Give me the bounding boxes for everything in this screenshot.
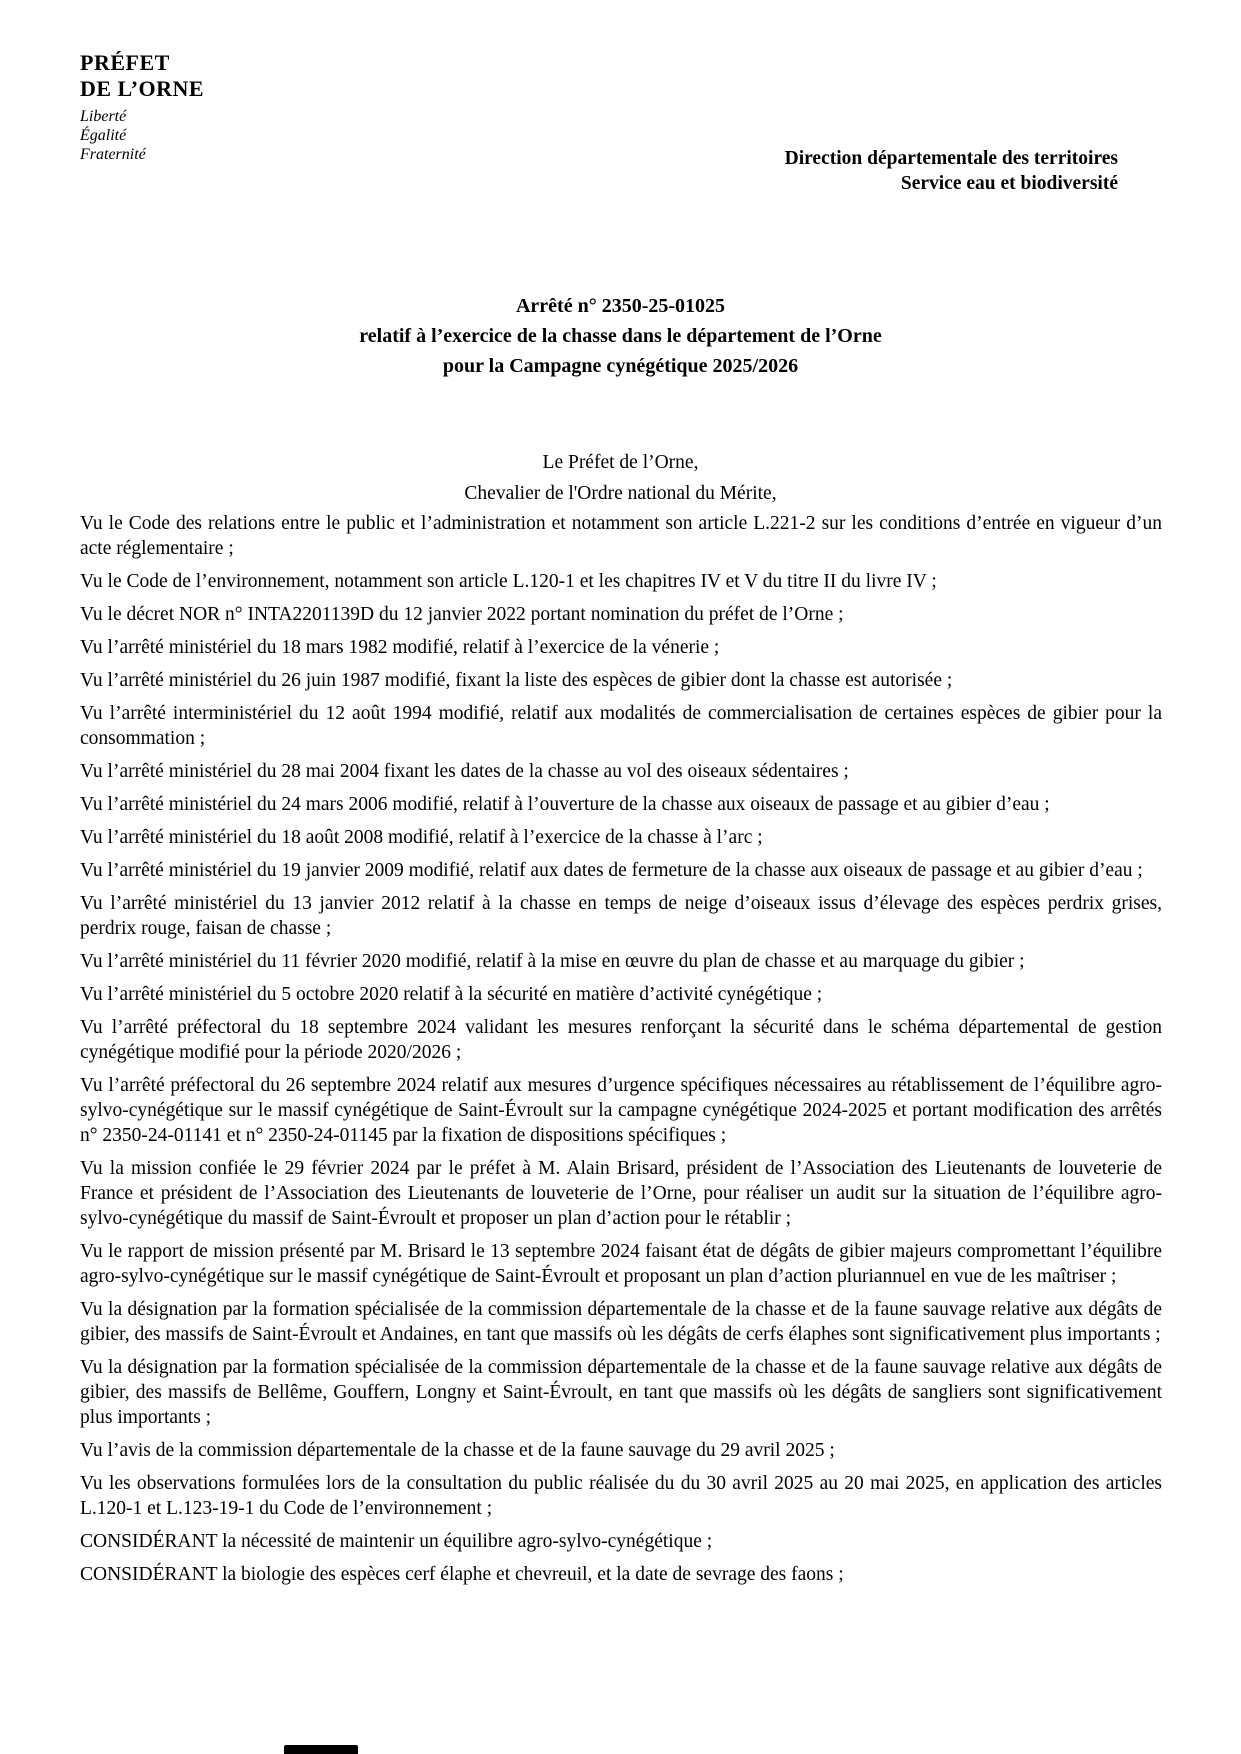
header-block bbox=[80, 50, 204, 164]
title-arrete-number: Arrêté n° 2350-25-01025 bbox=[515, 295, 726, 317]
recital-paragraph: Vu le décret NOR n° INTA2201139D du 12 janvier 2022 portant nomination du préfet de l’Orne ; bbox=[80, 604, 844, 625]
recital-paragraph: Vu l’arrêté ministériel du 24 mars 2006 modifié, relatif à l’ouverture de la chasse aux oiseaux de passage et au gibier d’eau ; bbox=[80, 794, 1050, 815]
recital-paragraph: Vu l’arrêté ministériel du 26 juin 1987 modifié, fixant la liste des espèces de gibier dont la chasse est autorisée ; bbox=[80, 670, 953, 691]
recital-paragraph: Vu la mission confiée le 29 février 2024 par le préfet à M. Alain Brisard, président de l’Association des Lieutenants de louveterie de France et président de l’Association des Lieutenants de louveterie de l’Orne, pour réaliser un audit sur la situation de l’équilibre agro-sylvo-cynégétique du massif de Saint-Évroult et proposer un plan d’action pour le rétablir ; bbox=[80, 1158, 1162, 1229]
recital-paragraph: Vu l’arrêté préfectoral du 18 septembre 2024 validant les mesures renforçant la sécurité dans le schéma départemental de gestion cynégétique modifié pour la période 2020/2026 ; bbox=[80, 1017, 1162, 1063]
recital-paragraph: Vu l’arrêté préfectoral du 26 septembre 2024 relatif aux mesures d’urgence spécifiques nécessaires au rétablissement de l’équilibre agro-sylvo-cynégétique sur le massif cynégétique de Saint-Évroult sur la campagne cynégétique 2024-2025 et portant modification des arrêtés n° 2350-24-01141 et n° 2350-24-01145 par la fixation de dispositions spécifiques ; bbox=[80, 1075, 1162, 1146]
republic-motto bbox=[80, 107, 204, 164]
prefecture-name bbox=[80, 50, 204, 102]
recital-paragraph: Vu l’arrêté ministériel du 5 octobre 2020 relatif à la sécurité en matière d’activité cynégétique ; bbox=[80, 984, 823, 1005]
prefecture-line-1: PRÉFET bbox=[80, 50, 170, 75]
recital-paragraph: Vu l’avis de la commission départementale de la chasse et de la faune sauvage du 29 avril 2025 ; bbox=[80, 1440, 835, 1461]
service-direction: Direction départementale des territoires bbox=[784, 148, 1118, 169]
recital-paragraph: Vu les observations formulées lors de la consultation du public réalisée du du 30 avril 2025 au 20 mai 2025, en application des articles L.120-1 et L.123-19-1 du Code de l’environnement ; bbox=[80, 1473, 1162, 1519]
title-campaign: pour la Campagne cynégétique 2025/2026 bbox=[442, 355, 799, 377]
recital-paragraph: Vu le Code des relations entre le public et l’administration et notamment son article L.221-2 sur les conditions d’entrée en vigueur d’un acte réglementaire ; bbox=[80, 513, 1162, 559]
issuing-service-block bbox=[785, 146, 1118, 196]
salutation-prefet: Le Préfet de l’Orne, bbox=[542, 452, 699, 473]
recital-paragraph: Vu l’arrêté ministériel du 18 août 2008 modifié, relatif à l’exercice de la chasse à l’arc ; bbox=[80, 827, 763, 848]
title-subject: relatif à l’exercice de la chasse dans le département de l’Orne bbox=[359, 325, 882, 347]
service-unit: Service eau et biodiversité bbox=[900, 173, 1118, 194]
recital-paragraph: Vu l’arrêté ministériel du 28 mai 2004 fixant les dates de la chasse au vol des oiseaux sédentaires ; bbox=[80, 761, 849, 782]
recital-paragraph: Vu l’arrêté ministériel du 11 février 2020 modifié, relatif à la mise en œuvre du plan de chasse et au marquage du gibier ; bbox=[80, 951, 1025, 972]
recital-paragraph: Vu l’arrêté ministériel du 18 mars 1982 modifié, relatif à l’exercice de la vénerie ; bbox=[80, 637, 720, 658]
motto-line-liberte: Liberté bbox=[80, 108, 127, 125]
recital-paragraph: Vu la désignation par la formation spécialisée de la commission départementale de la chasse et de la faune sauvage relative aux dégâts de gibier, des massifs de Bellême, Gouffern, Longny et Saint-Évroult, en tant que massifs où les dégâts de sangliers sont significativement plus importants ; bbox=[80, 1357, 1162, 1428]
motto-line-fraternite: Fraternité bbox=[80, 146, 146, 163]
recital-paragraph: Vu l’arrêté interministériel du 12 août 1994 modifié, relatif aux modalités de commercialisation de certaines espèces de gibier pour la consommation ; bbox=[80, 703, 1162, 749]
document-title bbox=[0, 291, 1241, 381]
considerant-paragraph: CONSIDÉRANT la biologie des espèces cerf élaphe et chevreuil, et la date de sevrage des faons ; bbox=[80, 1564, 844, 1585]
truncated-content-bar bbox=[284, 1745, 358, 1754]
recital-paragraph: Vu le Code de l’environnement, notamment son article L.120-1 et les chapitres IV et V du titre II du livre IV ; bbox=[80, 571, 937, 592]
motto-line-egalite: Égalité bbox=[80, 127, 127, 144]
recital-paragraph: Vu le rapport de mission présenté par M. Brisard le 13 septembre 2024 faisant état de dégâts de gibier majeurs compromettant l’équilibre agro-sylvo-cynégétique sur le massif cynégétique de Saint-Évroult et proposant un plan d’action pluriannuel en vue de les maîtriser ; bbox=[80, 1241, 1162, 1287]
recitals-body bbox=[80, 511, 1162, 1595]
recital-paragraph: Vu l’arrêté ministériel du 13 janvier 2012 relatif à la chasse en temps de neige d’oiseaux issus d’élevage des espèces perdrix grises, perdrix rouge, faisan de chasse ; bbox=[80, 893, 1162, 939]
prefecture-line-2: DE L’ORNE bbox=[80, 76, 205, 101]
recital-paragraph: Vu la désignation par la formation spécialisée de la commission départementale de la chasse et de la faune sauvage relative aux dégâts de gibier, des massifs de Saint-Évroult et Andaines, en tant que massifs où les dégâts de cerfs élaphes sont significativement plus importants ; bbox=[80, 1299, 1162, 1345]
recital-paragraph: Vu l’arrêté ministériel du 19 janvier 2009 modifié, relatif aux dates de fermeture de la chasse aux oiseaux de passage et au gibier d’eau ; bbox=[80, 860, 1143, 881]
salutation-block bbox=[0, 447, 1241, 509]
salutation-chevalier: Chevalier de l'Ordre national du Mérite, bbox=[464, 483, 777, 504]
considerant-paragraph: CONSIDÉRANT la nécessité de maintenir un équilibre agro-sylvo-cynégétique ; bbox=[80, 1531, 713, 1552]
